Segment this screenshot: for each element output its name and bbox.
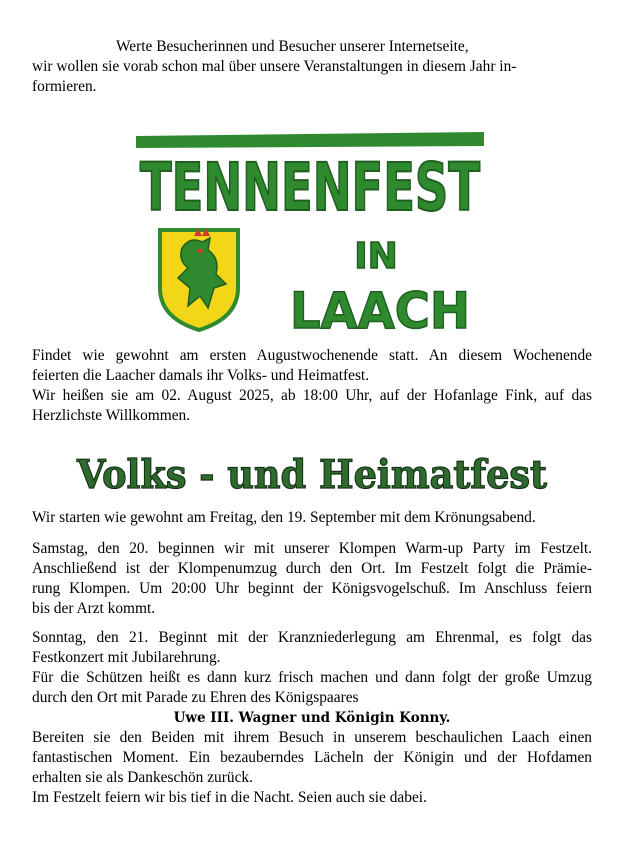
logo-in: IN	[354, 236, 398, 277]
logo-title: TENNENFEST	[140, 149, 480, 226]
tennenfest-paragraph	[32, 346, 592, 426]
tennenfest-line: Findet wie gewohnt am ersten Augustwochenende statt. An diesem Wochenende	[32, 347, 592, 364]
sunday-line: Bereiten sie den Beiden mit ihrem Besuch in unserem beschaulichen Laach einen	[32, 729, 592, 746]
intro-paragraph	[32, 37, 592, 97]
sunday-paragraph	[32, 628, 592, 808]
sunday-line: Im Festzelt feiern wir bis tief in die Nacht. Seien auch sie dabei.	[32, 789, 427, 806]
friday-paragraph	[32, 508, 592, 528]
tennenfest-line: Wir heißen sie am 02. August 2025, ab 18:00 Uhr, auf der Hofanlage Fink, auf das	[32, 387, 592, 404]
heading-text: Volks - und Heimatfest	[76, 452, 547, 498]
tennenfest-logo	[130, 118, 490, 340]
saturday-line: rung Klompen. Um 20:00 Uhr beginnt der Königsvogelschuß. Im Anschluss feiern	[32, 580, 592, 597]
intro-line: wir wollen sie vorab schon mal über unsere Veranstaltungen in diesem Jahr in-	[32, 58, 517, 75]
intro-greeting: Werte Besucherinnen und Besucher unserer Internetseite,	[116, 38, 469, 55]
sunday-line: fantastischen Moment. Ein bezauberndes Lächeln der Königin und der Hofdamen	[32, 749, 592, 766]
sunday-line: Für die Schützen heißt es dann kurz frisch machen und dann folgt der große Umzug	[32, 669, 592, 686]
tennenfest-line: feierten die Laacher damals ihr Volks- und Heimatfest.	[32, 367, 370, 384]
heading-volks-heimatfest	[0, 446, 623, 502]
sunday-line: durch den Ort mit Parade zu Ehren des Königspaares	[32, 689, 359, 706]
friday-line: Wir starten wie gewohnt am Freitag, den 19. September mit dem Krönungsabend.	[32, 509, 536, 526]
sunday-line: Sonntag, den 21. Beginnt mit der Kranzniederlegung am Ehrenmal, es folgt das	[32, 629, 592, 646]
intro-line: formieren.	[32, 78, 97, 95]
saturday-line: bis der Arzt kommt.	[32, 600, 156, 617]
saturday-paragraph	[32, 539, 592, 619]
logo-place: LAACH	[290, 282, 470, 340]
crest-icon	[160, 228, 238, 330]
saturday-line: Anschließend ist der Klompenumzug durch den Ort. Im Festzelt folgt die Prämie-	[32, 560, 592, 577]
logo-banner	[136, 132, 484, 148]
tennenfest-line: Herzlichste Willkommen.	[32, 407, 191, 424]
royal-couple-name: Uwe III. Wagner und Königin Konny	[173, 710, 446, 726]
sunday-line: erhalten sie als Dankeschön zurück.	[32, 769, 253, 786]
sunday-line: Festkonzert mit Jubilarehrung.	[32, 649, 221, 666]
saturday-line: Samstag, den 20. beginnen wir mit unserer Klompen Warm-up Party im Festzelt.	[32, 540, 592, 557]
royal-couple: Uwe III. Wagner und Königin Konny.	[173, 710, 451, 726]
